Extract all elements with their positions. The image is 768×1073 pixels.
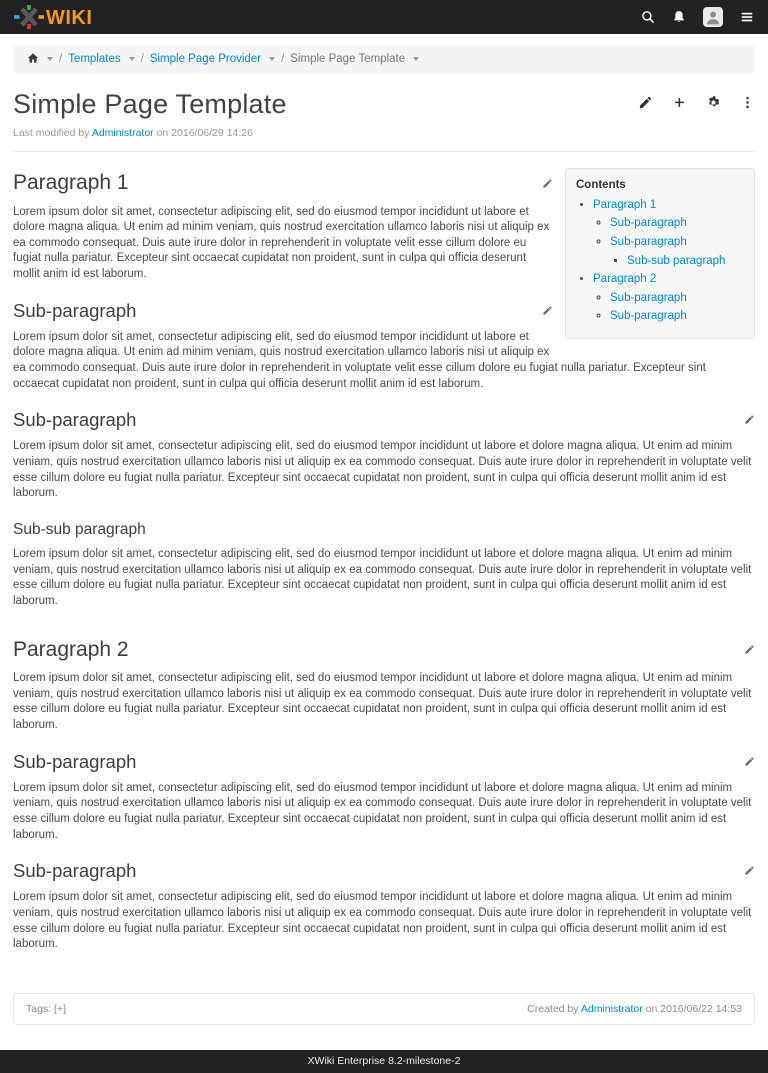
last-modified <box>13 127 755 139</box>
section-heading <box>13 519 755 540</box>
contents-title: Contents <box>576 179 626 191</box>
section-heading <box>13 858 755 883</box>
section-paragraph: Lorem ipsum dolor sit amet, consectetur adipiscing elit, sed do eiusmod tempor incididunt ut labore et dolore magna aliqua. Ut enim ad minim veniam, quis nostrud exercitation ullamco laboris nisi ut aliquip ex ea commodo consequat. Duis aute irure dolor in reprehenderit in voluptate velit esse cillum dolore eu fugiat nulla pariatur. Excepteur sint occaecat cupidatat non proident, sunt in culpa qui officia deserunt mollit anim id est laborum. <box>13 205 550 281</box>
section-heading-label: Sub-paragraph <box>13 860 137 882</box>
toc-link[interactable]: Sub-paragraph <box>610 235 687 248</box>
header-divider <box>13 151 755 152</box>
last-modified-prefix: Last modified by <box>13 127 90 139</box>
section-heading-label: Paragraph 2 <box>13 637 129 661</box>
toc-item <box>610 291 744 307</box>
xwiki-logo[interactable] <box>14 5 102 29</box>
last-modified-suffix: on 2016/06/29 14:26 <box>156 127 253 139</box>
toc-item <box>610 216 744 232</box>
page-header <box>0 81 768 139</box>
chevron-down-icon[interactable] <box>129 57 135 61</box>
created-info <box>527 1002 742 1016</box>
section-paragraph: Lorem ipsum dolor sit amet, consectetur adipiscing elit, sed do eiusmod tempor incididunt ut labore et dolore magna aliqua. Ut enim ad minim veniam, quis nostrud exercitation ullamco laboris nisi ut aliquip ex ea commodo consequat. Duis aute irure dolor in reprehenderit in voluptate velit esse cillum dolore eu fugiat nulla pariatur. Excepteur sint occaecat cupidatat non proident, sunt in culpa qui officia deserunt mollit anim id est laborum. <box>13 781 752 841</box>
tags-row <box>26 1002 66 1016</box>
edit-page-icon[interactable] <box>638 95 653 110</box>
toc-link[interactable]: Sub-paragraph <box>610 217 687 230</box>
section-heading-label: Paragraph 1 <box>13 171 129 194</box>
toc-item <box>610 309 744 325</box>
toc-item <box>627 254 744 270</box>
section-paragraph: Lorem ipsum dolor sit amet, consectetur adipiscing elit, sed do eiusmod tempor incididunt ut labore et dolore magna aliqua. Ut enim ad minim veniam, quis nostrud exercitation ullamco laboris nisi ut aliquip ex ea commodo consequat. Duis aute irure dolor in reprehenderit in voluptate velit esse cillum dolore eu fugiat nulla pariatur. Excepteur sint occaecat cupidatat non proident, sunt in culpa qui officia deserunt mollit anim id est laborum. <box>13 891 752 951</box>
home-icon <box>27 52 39 64</box>
section-heading <box>13 749 755 774</box>
document-footer <box>13 993 755 1025</box>
section-paragraph: Lorem ipsum dolor sit amet, consectetur adipiscing elit, sed do eiusmod tempor incididunt ut labore et dolore magna aliqua. Ut enim ad minim veniam, quis nostrud exercitation ullamco laboris nisi ut aliquip ex ea commodo consequat. Duis aute irure dolor in reprehenderit in voluptate velit esse cillum dolore eu fugiat nulla pariatur. Excepteur sint occaecat cupidatat non proident, sunt in culpa qui officia deserunt mollit anim id est laborum. <box>13 440 752 500</box>
section-heading-label: Sub-paragraph <box>13 299 137 321</box>
section-heading <box>13 407 755 432</box>
toc-item <box>610 235 744 269</box>
chevron-down-icon[interactable] <box>269 57 275 61</box>
xwiki-logo-icon <box>14 5 102 29</box>
chevron-down-icon[interactable] <box>413 57 419 61</box>
last-modified-user-link[interactable]: Administrator <box>91 127 154 139</box>
contents-panel <box>565 168 755 339</box>
created-user-link[interactable]: Administrator <box>580 1002 643 1015</box>
gear-icon[interactable] <box>706 95 721 110</box>
search-icon[interactable] <box>641 10 655 24</box>
created-prefix: Created by <box>527 1002 579 1015</box>
section-paragraph: Lorem ipsum dolor sit amet, consectetur adipiscing elit, sed do eiusmod tempor incididunt ut labore et dolore magna aliqua. Ut enim ad minim veniam, quis nostrud exercitation ullamco laboris nisi ut aliquip ex ea commodo consequat. Duis aute irure dolor in reprehenderit in voluptate velit esse cillum dolore eu fugiat nulla pariatur. Excepteur sint occaecat cupidatat non proident, sunt in culpa qui officia deserunt mollit anim id est laborum. <box>13 548 752 607</box>
section-heading-label: Sub-paragraph <box>13 409 137 431</box>
page-actions <box>638 87 755 110</box>
section-heading <box>13 636 755 665</box>
contents-list <box>576 198 744 325</box>
section-heading-label: Sub-paragraph <box>13 750 137 772</box>
edit-section-icon[interactable] <box>744 414 755 425</box>
version-bar <box>0 1050 768 1073</box>
section-paragraph: Lorem ipsum dolor sit amet, consectetur adipiscing elit, sed do eiusmod tempor incididunt ut labore et dolore magna aliqua. Ut enim ad minim veniam, quis nostrud exercitation ullamco laboris nisi ut aliquip ex ea commodo consequat. Duis aute irure dolor in reprehenderit in voluptate velit esse cillum dolore eu fugiat nulla pariatur. Excepteur sint occaecat cupidatat non proident, sunt in culpa qui officia deserunt mollit anim id est laborum. <box>13 672 752 731</box>
section-heading <box>13 298 553 323</box>
breadcrumb-item-templates[interactable]: Templates <box>68 53 121 65</box>
top-navbar <box>0 0 768 34</box>
hamburger-menu-icon[interactable] <box>740 10 754 24</box>
version-text: XWiki Enterprise 8.2-milestone-2 <box>307 1055 461 1068</box>
section-heading <box>13 169 553 198</box>
toc-link[interactable]: Sub-sub paragraph <box>627 254 726 267</box>
bell-icon[interactable] <box>672 10 686 24</box>
user-avatar[interactable] <box>703 7 723 27</box>
section-paragraph: Lorem ipsum dolor sit amet, consectetur adipiscing elit, sed do eiusmod tempor incididunt ut labore et dolore magna aliqua. Ut enim ad minim veniam, quis nostrud exercitation ullamco laboris nisi ut aliquip ex ea commodo consequat. Duis aute irure dolor in reprehenderit in voluptate velit esse cillum dolore eu fugiat nulla pariatur. Excepteur sint occaecat cupidatat non proident, sunt in culpa qui officia deserunt mollit anim id est laborum. <box>13 330 706 390</box>
created-suffix: on 2016/06/22 14:53 <box>645 1002 742 1015</box>
edit-section-icon[interactable] <box>744 644 755 655</box>
edit-section-icon[interactable] <box>542 305 553 316</box>
edit-section-icon[interactable] <box>744 865 755 876</box>
create-page-icon[interactable] <box>672 95 687 110</box>
breadcrumb-separator: / <box>281 53 285 65</box>
kebab-menu-icon[interactable] <box>740 95 755 110</box>
edit-section-icon[interactable] <box>744 756 755 767</box>
page-title: Simple Page Template <box>13 89 287 119</box>
toc-link[interactable]: Sub-paragraph <box>610 291 687 304</box>
edit-section-icon[interactable] <box>542 178 553 189</box>
section-heading-label: Sub-sub paragraph <box>13 520 146 538</box>
breadcrumb-item-simple-page-provider[interactable]: Simple Page Provider <box>149 53 262 65</box>
tags-label: Tags: <box>26 1002 52 1015</box>
breadcrumb <box>13 45 755 73</box>
add-tag-button[interactable]: [+] <box>54 1002 66 1015</box>
toc-link[interactable]: Paragraph 2 <box>593 273 657 286</box>
toc-link[interactable]: Paragraph 1 <box>593 198 657 211</box>
svg-text:WIKI: WIKI <box>46 7 93 29</box>
breadcrumb-separator: / <box>59 53 63 65</box>
breadcrumb-item-current: Simple Page Template <box>290 53 406 65</box>
toc-item <box>593 272 744 325</box>
document-content <box>0 164 768 1025</box>
breadcrumb-home[interactable] <box>27 52 39 66</box>
chevron-down-icon[interactable] <box>47 57 53 61</box>
navbar-actions <box>641 7 754 27</box>
toc-link[interactable]: Sub-paragraph <box>610 310 687 323</box>
toc-item <box>593 198 744 270</box>
breadcrumb-separator: / <box>140 53 144 65</box>
